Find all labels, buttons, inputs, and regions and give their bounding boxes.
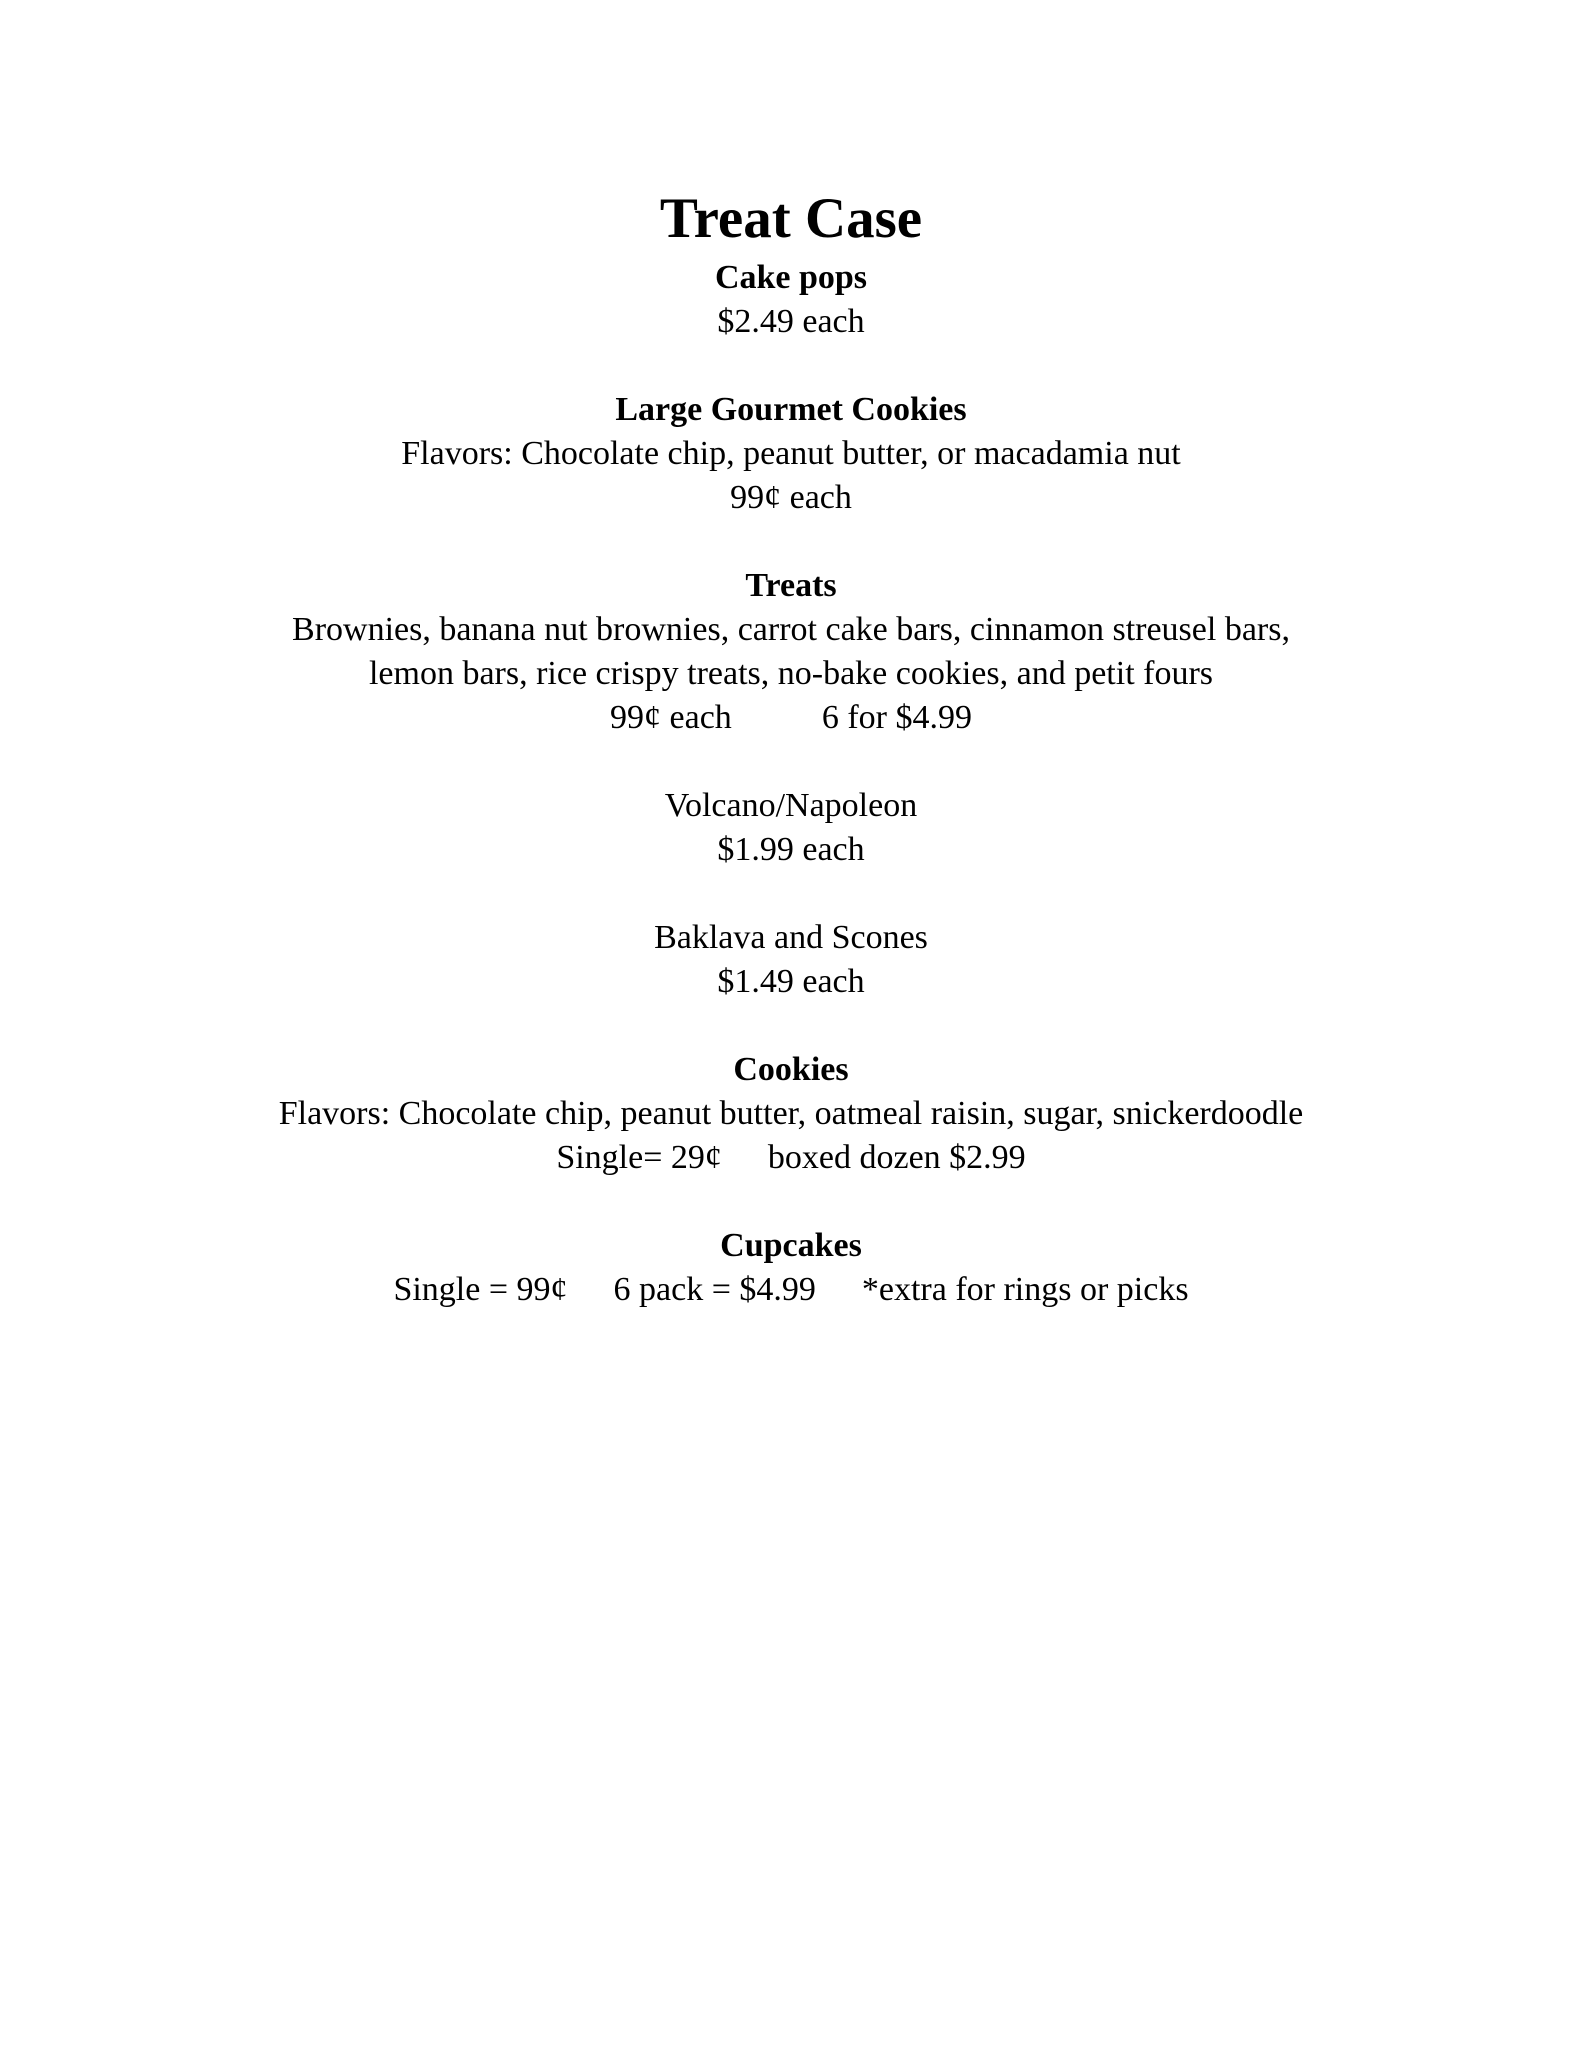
baklava-scones-price: $1.49 each: [717, 963, 865, 1000]
treats-items-line1: Brownies, banana nut brownies, carrot cake bars, cinnamon streusel bars,: [292, 611, 1290, 648]
cookies-price-row: [0, 1136, 1582, 1180]
gourmet-cookies-price: 99¢ each: [730, 479, 852, 516]
cookies-flavors: Flavors: Chocolate chip, peanut butter, oatmeal raisin, sugar, snickerdoodle: [278, 1095, 1304, 1132]
cookies-heading: Cookies: [733, 1051, 849, 1088]
cake-pops-heading: Cake pops: [714, 259, 868, 296]
cupcakes-price-row: [0, 1268, 1582, 1312]
cupcakes-note: *extra for rings or picks: [861, 1271, 1189, 1308]
treats-items-line2: lemon bars, rice crispy treats, no-bake cookies, and petit fours: [368, 655, 1214, 692]
treats-heading: Treats: [745, 567, 837, 604]
gourmet-cookies-flavors: Flavors: Chocolate chip, peanut butter, or macadamia nut: [401, 435, 1181, 472]
baklava-scones-heading: Baklava and Scones: [654, 919, 928, 956]
cake-pops-price: $2.49 each: [717, 303, 865, 340]
treats-price-single: 99¢ each: [610, 699, 732, 736]
cookies-price-single: Single= 29¢: [556, 1139, 722, 1176]
treats-price-row: [0, 696, 1582, 740]
cupcakes-price-single: Single = 99¢: [393, 1271, 568, 1308]
treats-price-six: 6 for $4.99: [821, 699, 972, 736]
volcano-napoleon-heading: Volcano/Napoleon: [664, 787, 918, 824]
volcano-napoleon-price: $1.99 each: [717, 831, 865, 868]
gourmet-cookies-heading: Large Gourmet Cookies: [615, 391, 967, 428]
page-title: Treat Case: [659, 187, 923, 250]
cookies-price-dozen: boxed dozen $2.99: [767, 1139, 1026, 1176]
cupcakes-price-six: 6 pack = $4.99: [613, 1271, 816, 1308]
cupcakes-heading: Cupcakes: [720, 1227, 862, 1264]
